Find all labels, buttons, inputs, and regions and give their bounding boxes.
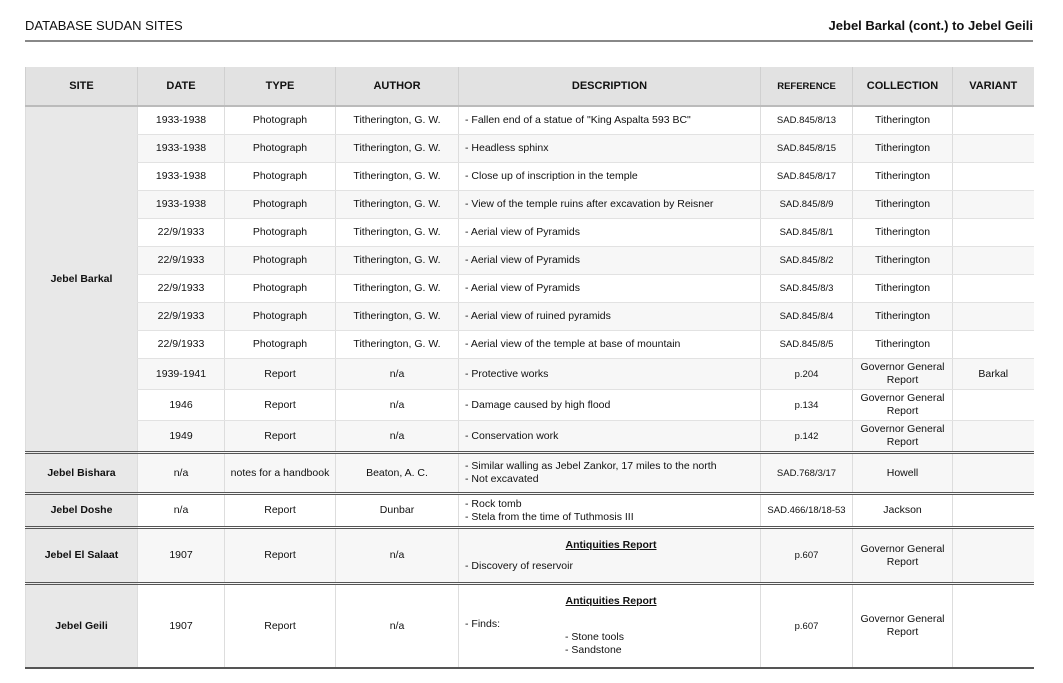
sites-table — [25, 67, 1034, 669]
type-cell: Report — [225, 421, 336, 453]
collection-cell: Titherington — [853, 135, 953, 163]
collection-cell: Titherington — [853, 106, 953, 135]
variant-cell — [953, 421, 1034, 453]
description-cell — [459, 584, 761, 669]
variant-cell — [953, 219, 1034, 247]
reference-cell: p.607 — [761, 584, 853, 669]
reference-cell: p.607 — [761, 528, 853, 584]
description-cell: - Aerial view of Pyramids — [459, 219, 761, 247]
description-line: - Rock tomb — [465, 497, 522, 510]
author-cell: n/a — [336, 584, 459, 669]
date-cell: 22/9/1933 — [138, 247, 225, 275]
description-cell: - Headless sphinx — [459, 135, 761, 163]
author-cell: Titherington, G. W. — [336, 219, 459, 247]
type-cell: Photograph — [225, 331, 336, 359]
description-line: - Finds: — [465, 618, 501, 630]
description-line: - Stela from the time of Tuthmosis III — [465, 510, 634, 523]
table-row — [26, 247, 1034, 275]
reference-cell: SAD.845/8/13 — [761, 106, 853, 135]
description-line: - Sandstone — [565, 644, 622, 656]
variant-cell — [953, 191, 1034, 219]
collection-cell: Titherington — [853, 219, 953, 247]
variant-cell — [953, 135, 1034, 163]
date-cell: 1939-1941 — [138, 359, 225, 390]
table-row — [26, 359, 1034, 390]
col-description: DESCRIPTION — [459, 67, 761, 106]
col-date: DATE — [138, 67, 225, 106]
date-cell: 1946 — [138, 390, 225, 421]
collection-cell: Titherington — [853, 163, 953, 191]
table-row — [26, 494, 1034, 528]
author-cell: n/a — [336, 390, 459, 421]
description-cell: - View of the temple ruins after excavation by Reisner — [459, 191, 761, 219]
author-cell: Beaton, A. C. — [336, 453, 459, 494]
description-cell: - Conservation work — [459, 421, 761, 453]
document-title: DATABASE SUDAN SITES — [25, 18, 183, 33]
col-type: TYPE — [225, 67, 336, 106]
page-header — [25, 18, 1033, 42]
date-cell: 1933-1938 — [138, 135, 225, 163]
col-author: AUTHOR — [336, 67, 459, 106]
description-cell — [459, 528, 761, 584]
table-row — [26, 584, 1034, 669]
author-cell: Titherington, G. W. — [336, 303, 459, 331]
reference-cell: SAD.845/8/5 — [761, 331, 853, 359]
reference-cell: SAD.845/8/3 — [761, 275, 853, 303]
collection-cell: Governor General Report — [853, 390, 953, 421]
author-cell: Titherington, G. W. — [336, 275, 459, 303]
collection-cell: Jackson — [853, 494, 953, 528]
reference-cell: SAD.845/8/4 — [761, 303, 853, 331]
site-cell: Jebel Bishara — [26, 453, 138, 494]
collection-cell: Governor General Report — [853, 359, 953, 390]
table-row — [26, 163, 1034, 191]
collection-cell: Governor General Report — [853, 528, 953, 584]
variant-cell — [953, 303, 1034, 331]
reference-cell: SAD.845/8/9 — [761, 191, 853, 219]
col-site: SITE — [26, 67, 138, 106]
description-cell: - Close up of inscription in the temple — [459, 163, 761, 191]
description-cell: - Aerial view of Pyramids — [459, 247, 761, 275]
reference-cell: p.142 — [761, 421, 853, 453]
type-cell: Photograph — [225, 106, 336, 135]
reference-cell: p.204 — [761, 359, 853, 390]
description-line: - Not excavated — [465, 473, 539, 485]
type-cell: notes for a handbook — [225, 453, 336, 494]
variant-cell — [953, 390, 1034, 421]
col-variant: VARIANT — [953, 67, 1034, 106]
site-cell: Jebel Doshe — [26, 494, 138, 528]
type-cell: Report — [225, 494, 336, 528]
collection-cell: Titherington — [853, 331, 953, 359]
author-cell: Titherington, G. W. — [336, 163, 459, 191]
type-cell: Report — [225, 359, 336, 390]
description-line: - Discovery of reservoir — [465, 559, 573, 572]
reference-cell: SAD.845/8/15 — [761, 135, 853, 163]
table-row — [26, 303, 1034, 331]
description-cell: - Fallen end of a statue of "King Aspalta 593 BC" — [459, 106, 761, 135]
col-reference: REFERENCE — [761, 67, 853, 106]
type-cell: Photograph — [225, 303, 336, 331]
date-cell: n/a — [138, 453, 225, 494]
type-cell: Report — [225, 584, 336, 669]
type-cell: Photograph — [225, 135, 336, 163]
reference-cell: SAD.466/18/18-53 — [761, 494, 853, 528]
date-cell: n/a — [138, 494, 225, 528]
table-row — [26, 528, 1034, 584]
type-cell: Photograph — [225, 191, 336, 219]
variant-cell — [953, 275, 1034, 303]
section-range: Jebel Barkal (cont.) to Jebel Geili — [828, 18, 1033, 33]
site-cell: Jebel Barkal — [26, 106, 138, 453]
variant-cell — [953, 584, 1034, 669]
table-header — [26, 67, 1034, 106]
author-cell: Titherington, G. W. — [336, 135, 459, 163]
collection-cell: Titherington — [853, 191, 953, 219]
variant-cell: Barkal — [953, 359, 1034, 390]
table-row — [26, 421, 1034, 453]
description-cell — [459, 494, 761, 528]
col-collection: COLLECTION — [853, 67, 953, 106]
table-row — [26, 275, 1034, 303]
description-heading: Antiquities Report — [565, 595, 657, 607]
collection-cell: Titherington — [853, 275, 953, 303]
collection-cell: Titherington — [853, 303, 953, 331]
collection-cell: Howell — [853, 453, 953, 494]
site-cell: Jebel Geili — [26, 584, 138, 669]
type-cell: Photograph — [225, 219, 336, 247]
reference-cell: SAD.845/8/2 — [761, 247, 853, 275]
reference-cell: SAD.768/3/17 — [761, 453, 853, 494]
description-heading: Antiquities Report — [565, 538, 657, 551]
type-cell: Photograph — [225, 247, 336, 275]
date-cell: 1933-1938 — [138, 191, 225, 219]
description-cell: - Aerial view of ruined pyramids — [459, 303, 761, 331]
variant-cell — [953, 106, 1034, 135]
reference-cell: p.134 — [761, 390, 853, 421]
type-cell: Report — [225, 528, 336, 584]
author-cell: n/a — [336, 421, 459, 453]
author-cell: Titherington, G. W. — [336, 106, 459, 135]
description-cell: - Aerial view of the temple at base of mountain — [459, 331, 761, 359]
variant-cell — [953, 331, 1034, 359]
variant-cell — [953, 528, 1034, 584]
table-row — [26, 390, 1034, 421]
date-cell: 1949 — [138, 421, 225, 453]
reference-cell: SAD.845/8/17 — [761, 163, 853, 191]
description-cell: - Protective works — [459, 359, 761, 390]
author-cell: Titherington, G. W. — [336, 191, 459, 219]
reference-cell: SAD.845/8/1 — [761, 219, 853, 247]
type-cell: Photograph — [225, 275, 336, 303]
collection-cell: Governor General Report — [853, 584, 953, 669]
date-cell: 1907 — [138, 584, 225, 669]
type-cell: Photograph — [225, 163, 336, 191]
collection-cell: Titherington — [853, 247, 953, 275]
date-cell: 1907 — [138, 528, 225, 584]
description-line: - Similar walling as Jebel Zankor, 17 miles to the north — [465, 460, 717, 472]
variant-cell — [953, 247, 1034, 275]
table-row — [26, 331, 1034, 359]
variant-cell — [953, 453, 1034, 494]
table-row — [26, 453, 1034, 494]
variant-cell — [953, 163, 1034, 191]
type-cell: Report — [225, 390, 336, 421]
author-cell: n/a — [336, 359, 459, 390]
date-cell: 22/9/1933 — [138, 331, 225, 359]
site-cell: Jebel El Salaat — [26, 528, 138, 584]
author-cell: Titherington, G. W. — [336, 247, 459, 275]
date-cell: 1933-1938 — [138, 106, 225, 135]
table-row — [26, 191, 1034, 219]
author-cell: n/a — [336, 528, 459, 584]
author-cell: Dunbar — [336, 494, 459, 528]
description-cell — [459, 453, 761, 494]
date-cell: 22/9/1933 — [138, 275, 225, 303]
collection-cell: Governor General Report — [853, 421, 953, 453]
date-cell: 1933-1938 — [138, 163, 225, 191]
description-cell: - Damage caused by high flood — [459, 390, 761, 421]
date-cell: 22/9/1933 — [138, 219, 225, 247]
table-row — [26, 106, 1034, 135]
table-row — [26, 219, 1034, 247]
author-cell: Titherington, G. W. — [336, 331, 459, 359]
table-row — [26, 135, 1034, 163]
description-line: - Stone tools — [565, 631, 624, 643]
date-cell: 22/9/1933 — [138, 303, 225, 331]
variant-cell — [953, 494, 1034, 528]
description-cell: - Aerial view of Pyramids — [459, 275, 761, 303]
